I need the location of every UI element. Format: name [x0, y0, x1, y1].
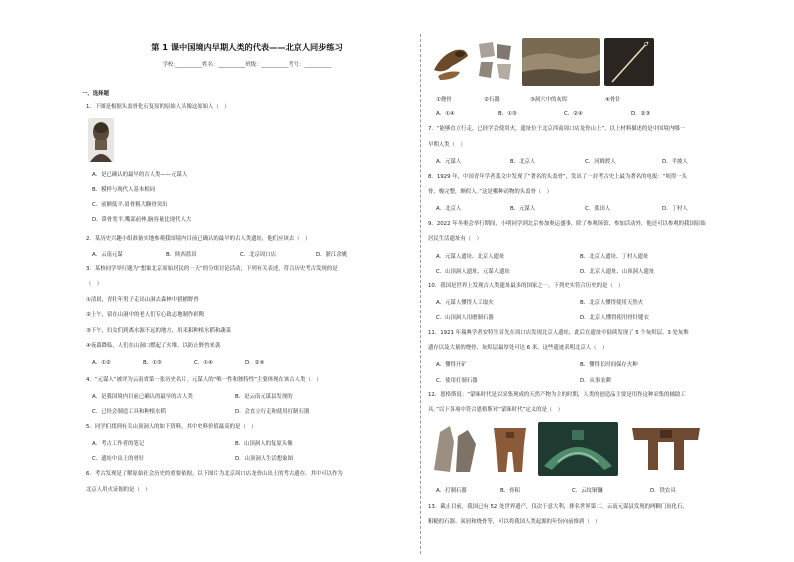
q9-stem-line2: 居民生活遗址有（ ） [428, 236, 482, 242]
q6-stem-line1: 6．考古发现是了解原始社会历史的重要依据。以下图片为北京周口店龙骨山出土的考古遗存，其中可以作为 [86, 471, 343, 477]
student-info-line: 学校:__________姓名：__________班级：__________考号：__________ [162, 62, 332, 68]
q6-option-b[interactable]: B．①③ [498, 111, 517, 117]
q12-stem-line2: 具。”以下各项中符合恩格斯对“蒙昧时代”定义的是（ ） [428, 407, 564, 413]
q4-option-a[interactable]: A．是我国境内目前已确认的最早的古人类 [92, 394, 193, 400]
q7-option-b[interactable]: B．北京人 [510, 159, 536, 165]
q11-stem-line1: 11．1921 年瑞典学者安特生首先在周口店发现北京人遗址，此后在遗址中陆续发现了 5 个灰烬层、3 处灰堆 [428, 330, 689, 336]
q11-option-a[interactable]: A．懂得开矿 [436, 362, 467, 368]
q7-option-d[interactable]: D．半坡人 [662, 159, 688, 165]
q1-option-d[interactable]: D．鼻骨宽平,嘴部前伸,脑容量比现代人大 [92, 217, 192, 223]
q1-option-c[interactable]: C．前额低平,眉骨粗大颧骨突出 [92, 202, 168, 208]
q7-option-a[interactable]: A．元谋人 [436, 159, 462, 165]
q2-option-d[interactable]: D．浙江余姚 [316, 252, 348, 258]
q5-option-a[interactable]: A．考古工作者的笔记 [92, 441, 145, 447]
q12-option-a[interactable]: A．打制石器 [436, 488, 467, 494]
q11-option-d[interactable]: D．从事农耕 [580, 378, 612, 384]
q8-option-a[interactable]: A．北京人 [436, 206, 462, 212]
bone-needle-image [604, 38, 654, 86]
burnt-bone-image [430, 40, 470, 82]
q2-option-c[interactable]: C．北京周口店 [240, 252, 277, 258]
q3-item-3: ③下午，妇女们到离水源不远的地方，用耒耜种植水稻和蔬菜 [86, 328, 231, 334]
q3-option-d[interactable]: D．②④ [245, 360, 265, 366]
q10-option-a[interactable]: A．元谋人懂得人工取火 [436, 300, 494, 306]
q2-option-b[interactable]: B．陕西蓝田 [166, 252, 197, 258]
q10-option-b[interactable]: B．北京人懂得使用天然火 [580, 300, 643, 306]
q5-option-d[interactable]: D．山顶洞人生活想象图 [235, 456, 294, 462]
q9-option-c[interactable]: C．山顶洞人遗址、元谋人遗址 [436, 269, 510, 275]
bone-spade-image [486, 422, 534, 476]
q3-item-2: ②上午，留在山洞中的老人们专心致志地制作彩陶 [86, 312, 205, 318]
q3-item-4: ④夜幕降临，人们在山洞口燃起了火堆，以防止野兽来袭 [86, 343, 221, 349]
q6-stem-line2: 北京人用火证据的是（ ） [86, 487, 151, 493]
chipped-stone-tools-image [430, 422, 480, 476]
q3-stem-line2: （ ） [86, 281, 103, 287]
q7-stem-line2: 早期人类（ ） [428, 142, 466, 148]
q9-option-a[interactable]: A．元谋人遗址、北京人遗址 [436, 254, 505, 260]
q6-option-c[interactable]: C．②④ [564, 111, 583, 117]
q7-option-c[interactable]: C．河姆渡人 [585, 159, 616, 165]
q1-stem: 1．下图是根据头盖骨化石复原的原始人头像这原始人（ ） [86, 104, 230, 110]
caption-cave-ash: ③洞穴中的灰烬 [530, 97, 568, 103]
primitive-man-bust-image [88, 118, 114, 162]
caption-burnt-bone: ①烧骨 [436, 97, 452, 103]
q8-option-d[interactable]: D．丁村人 [662, 206, 688, 212]
q11-option-c[interactable]: C．使用打制石器 [436, 378, 478, 384]
iron-farm-tool-image [622, 422, 710, 476]
q6-option-a[interactable]: A．①④ [436, 111, 455, 117]
q11-option-b[interactable]: B．懂得长时间保存火种 [580, 362, 638, 368]
q13-stem-line2: 粗糙的石器、炭屑和烧骨等，可以将我国人类起源的年份向前推到（ ） [428, 519, 601, 525]
q1-option-a[interactable]: A．是已确认的最早的古人类——元谋人 [92, 172, 188, 178]
q8-option-c[interactable]: C．蓝田人 [585, 206, 611, 212]
q9-option-d[interactable]: D．北京人遗址、山顶洞人遗址 [580, 269, 655, 275]
q4-stem: 4．“元谋人”被评为云南省第一张历史名片。元谋人的“唯一性和独特性”主要体现在该古人类（ ） [86, 377, 322, 383]
q5-option-b[interactable]: B．山顶洞人的复原头像 [235, 441, 293, 447]
q12-option-b[interactable]: B．骨耜 [500, 488, 520, 494]
page-title: 第 1 课中国境内早期人类的代表——北京人同步练习 [151, 42, 343, 52]
q4-option-b[interactable]: B．是云南元谋县发现的 [235, 394, 293, 400]
q12-stem-line1: 12．恩格斯说：“蒙昧时代是以采集现成的天然产物为主的时期，人类的创造品主要是用作这种采集的辅助工 [428, 392, 686, 398]
q1-option-b[interactable]: B．模样与现代人基本相同 [92, 187, 155, 193]
q7-stem-line1: 7．“能够直立行走，已经学会使用火，遗址位于北京西南周口店龙骨山上”。以上材料描述的是中国境内哪一 [428, 126, 685, 132]
q5-stem: 5．同学们找到有关山顶洞人的如下资料，其中史料价值最高的是（ ） [86, 424, 257, 430]
q3-option-c[interactable]: C．①④ [194, 360, 213, 366]
q8-stem-line1: 8．1929 年，中国青年学者裴文中发现了“著名的头盖骨”，发出了一封考古史上最为著名的电报：“顷得一头 [428, 174, 688, 180]
caption-bone-needle: ④骨针 [605, 97, 621, 103]
q10-stem: 10．我国是世界上发现古人类遗址最多的国家之一。下列史实符合历史的是（ ） [428, 283, 624, 289]
q3-stem-line1: 3．某校同学举行题为“想象北京原始居民的一天”的分组讨论活动，下列有关表述，符合历史考古发现的是 [86, 266, 338, 272]
bronze-sickle-image [538, 422, 618, 476]
section-heading: 一、选择题 [82, 91, 109, 97]
q4-option-c[interactable]: C．已经会制造工具和种植水稻 [92, 409, 166, 415]
q11-stem-line2: 遗存以及大量的烧骨，灰烬层最厚处可达 6 米。这些遗迹表明北京人（ ） [428, 345, 608, 351]
q8-stem-line2: 骨，极完整，颇似人。”这是哪种动物的头盖骨（ ） [428, 189, 553, 195]
q3-option-a[interactable]: A．①② [92, 360, 111, 366]
q12-option-d[interactable]: D．铁农具 [650, 488, 676, 494]
column-divider [420, 34, 421, 554]
q6-option-d[interactable]: D．②③ [631, 111, 651, 117]
q4-option-d[interactable]: D．会直立行走和使用打制石器 [235, 409, 310, 415]
q10-option-c[interactable]: C．山顶洞人用磨制石器 [436, 315, 494, 321]
q9-stem-line1: 9．2022 年冬奥会举行期间，小明同学到北京参加奥运盛事，除了参观场馆、参加活动外，他还可以参观的我国原始 [428, 221, 706, 227]
q2-option-a[interactable]: A．云南元谋 [92, 252, 123, 258]
q3-item-1: ①清晨，青壮年男子走出山洞去森林中猎捕野兽 [86, 297, 199, 303]
q8-option-b[interactable]: B．元谋人 [510, 206, 536, 212]
q3-option-b[interactable]: B．①③ [143, 360, 162, 366]
stone-tools-image [475, 38, 515, 84]
caption-stone-tools: ②石器 [484, 97, 500, 103]
q13-stem-line1: 13．截止目前，我国已有 52 处世界遗产，仅次于意大利，排名世界第二。云南元谋县发现的两颗门齿化石、 [428, 504, 688, 510]
q2-stem: 2．某历史兴趣小组准备实地参观我国境内目前已确认的最早的古人类遗址，他们应该去（ ） [86, 236, 311, 242]
q5-option-c[interactable]: C．遗址中出土的骨针 [92, 456, 145, 462]
q12-option-c[interactable]: C．云纹铜镰 [572, 488, 603, 494]
q10-option-d[interactable]: D．北京人懂得使用骨针缝衣 [580, 315, 649, 321]
q9-option-b[interactable]: B．北京人遗址、丁村人遗址 [580, 254, 649, 260]
cave-ash-image [522, 38, 600, 86]
